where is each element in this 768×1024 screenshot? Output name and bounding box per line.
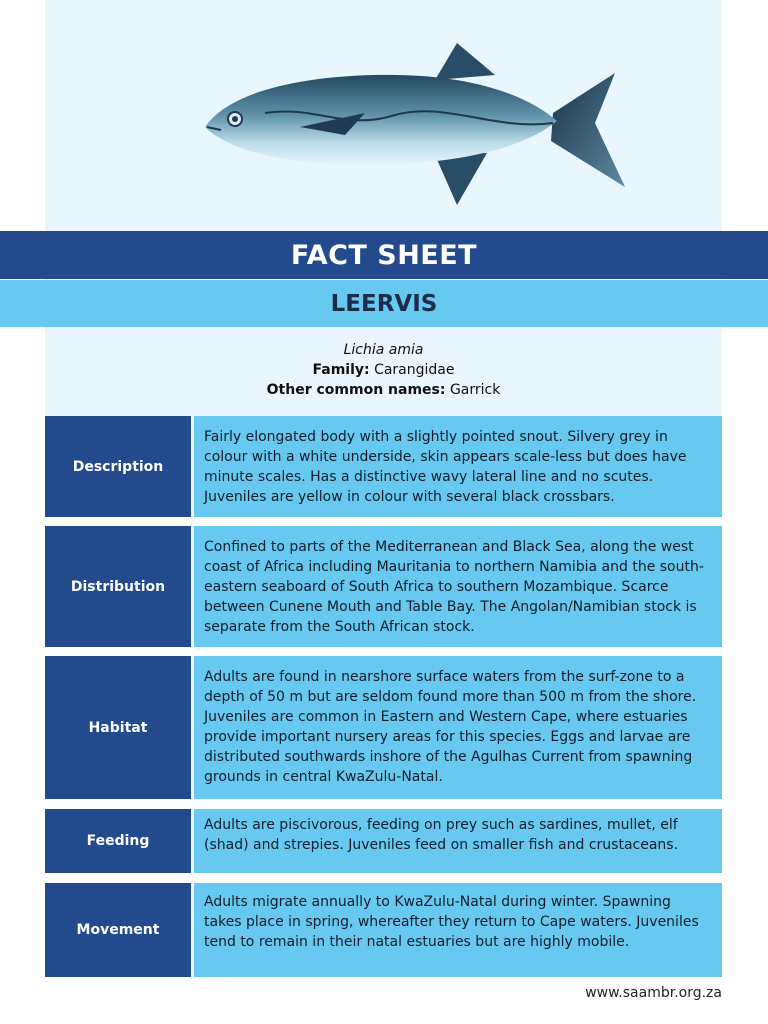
website-link[interactable]: www.saambr.org.za	[585, 985, 722, 1001]
common-names-value: Garrick	[449, 382, 501, 398]
section-label: Feeding	[45, 809, 191, 873]
species-meta	[45, 340, 722, 400]
section-text: Adults are found in nearshore surface waters from the surf-zone to a depth of 50 m but are seldom found more than 500 m from the shore. Juveniles are common in Eastern and Western Cape, where estuaries provide important nursery areas for this species. Eggs and larvae are distributed southwards inshore of the Agulhas Current from spawning grounds in central KwaZulu-Natal.	[194, 656, 722, 799]
family-value: Carangidae	[374, 362, 455, 378]
section-distribution	[45, 526, 722, 647]
species-name: LEERVIS	[0, 280, 768, 327]
section-text: Adults migrate annually to KwaZulu-Natal during winter. Spawning takes place in spring, whereafter they return to Cape waters. Juveniles tend to remain in their natal estuaries but are highly mobile.	[194, 883, 722, 977]
family-line	[45, 360, 722, 380]
section-label: Movement	[45, 883, 191, 977]
section-text: Confined to parts of the Mediterranean and Black Sea, along the west coast of Africa including Mauritania to northern Namibia and the south-eastern seaboard of South Africa to southern Mozambique. Scarce between Cunene Mouth and Table Bay. The Angolan/Namibian stock is separate from the South African stock.	[194, 526, 722, 647]
section-habitat	[45, 656, 722, 799]
section-text: Adults are piscivorous, feeding on prey such as sardines, mullet, elf (shad) and strepies. Juveniles feed on smaller fish and crustaceans.	[194, 809, 722, 873]
fish-illustration	[195, 35, 645, 220]
scientific-name: Lichia amia	[343, 342, 424, 358]
fact-sheet-title: FACT SHEET	[0, 231, 768, 279]
section-label: Distribution	[45, 526, 191, 647]
family-label: Family:	[312, 362, 370, 378]
section-feeding	[45, 809, 722, 873]
section-movement	[45, 883, 722, 977]
section-description	[45, 416, 722, 517]
section-text: Fairly elongated body with a slightly pointed snout. Silvery grey in colour with a white underside, skin appears scale-less but does have minute scales. Has a distinctive wavy lateral line and no scutes. Juveniles are yellow in colour with several black crossbars.	[194, 416, 722, 517]
common-names-label: Other common names:	[266, 382, 446, 398]
common-names-line	[45, 380, 722, 400]
section-label: Description	[45, 416, 191, 517]
section-label: Habitat	[45, 656, 191, 799]
